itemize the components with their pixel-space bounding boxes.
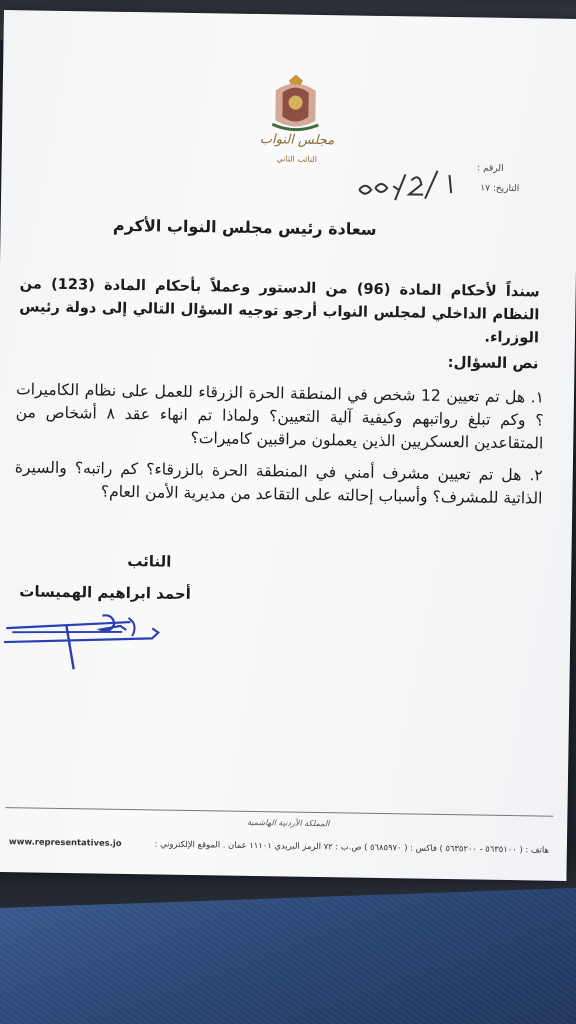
letter-paper xyxy=(0,10,576,881)
handwritten-date xyxy=(353,166,472,206)
letter-document xyxy=(0,10,576,889)
letterhead-title: مجلس النواب xyxy=(259,132,335,149)
letterhead-subtitle: النائب الثاني xyxy=(276,154,318,164)
footer-contact: هاتف : ( ٥٦٣٥١٠٠ - ٥٦٣٥٢٠٠ ) فاكس : ( ٥٦٨٥٩٧٠ ) ص.ب : ٧٢ الرمز البريدي ١١١٠١ عمان . الموقع الإلكتروني : xyxy=(154,838,549,855)
date-label: التاريخ: ١٧ xyxy=(480,183,520,195)
question-item-1: ١. هل تم تعيين 12 شخص في المنطقة الحرة الزرقاء للعمل على نظام الكاميرات ؟ وكم تبلغ رواتبهم وكيفية آلية التعيين؟ ولماذا تم انهاء عقد ٨ أشخاص من المتقاعدين العسكريين الذين يعملون مراقبين كاميرات؟ xyxy=(15,380,545,453)
handwritten-signature xyxy=(2,608,163,681)
letter-body: سنداً لأحكام المادة (96) من الدستور وعملاً بأحكام المادة (123) من النظام الداخلي لمجلس النواب أرجو توجيه السؤال التالي إلى دولة رئيس الوزراء. xyxy=(19,275,540,347)
footer-website: www.representatives.jo xyxy=(8,836,122,848)
signatory-title: النائب xyxy=(127,552,172,571)
coat-of-arms-emblem xyxy=(270,72,321,133)
footer-divider xyxy=(5,807,553,817)
reference-label: الرقم : xyxy=(477,163,504,174)
footer-organization: المملكة الأردنية الهاشمية xyxy=(247,817,330,829)
signatory-name: أحمد ابراهيم الهميسات xyxy=(19,582,191,604)
question-heading: نص السؤال: xyxy=(447,353,539,373)
question-item-2: ٢. هل تم تعيين مشرف أمني في المنطقة الحرة بالزرقاء؟ كم راتبه؟ والسيرة الذاتية للمشرف؟ وأسباب إحالته على التقاعد من مديرية الأمن العام؟ xyxy=(14,458,543,508)
salutation: سعادة رئيس مجلس النواب الأكرم xyxy=(112,215,377,239)
